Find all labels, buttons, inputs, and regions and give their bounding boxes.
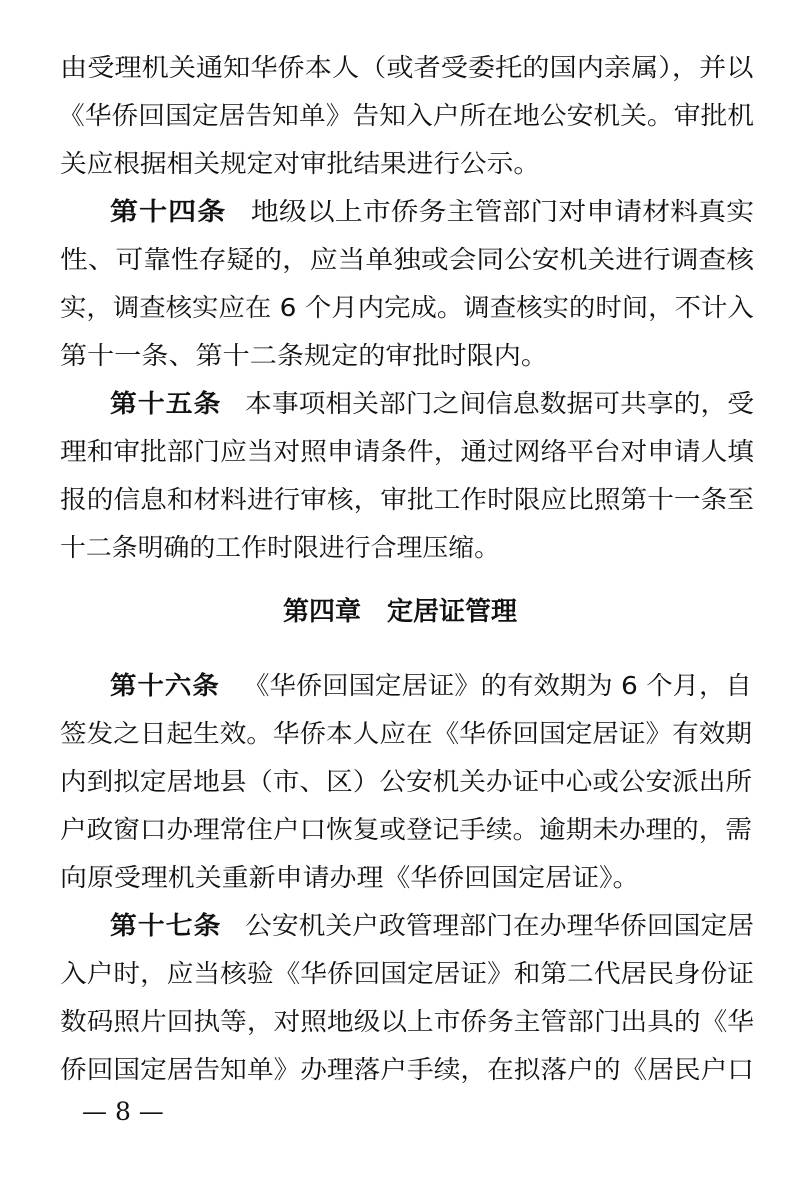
paragraph-line: 数码照片回执等，对照地级以上市侨务主管部门出具的《华	[60, 1007, 755, 1036]
paragraph-line: 由受理机关通知华侨本人（或者受委托的国内亲属），并以	[60, 53, 754, 82]
paragraph-line: 户政窗口办理常住户口恢复或登记手续。逾期未办理的，需	[60, 815, 753, 844]
article-16-label: 第十六条	[110, 671, 220, 700]
paragraph-line: 签发之日起生效。华侨本人应在《华侨回国定居证》有效期	[60, 719, 753, 748]
article-15-heading-line: 第十五条 本事项相关部门之间信息数据可共享的，受	[0, 380, 800, 428]
paragraph-line: 《华侨回国定居告知单》告知入户所在地公安机关。审批机	[58, 101, 755, 130]
article-14-heading-line: 第十四条 地级以上市侨务主管部门对申请材料真实	[0, 188, 800, 236]
page-number: — 8 —	[82, 1097, 164, 1126]
article-17-heading-line: 第十七条 公安机关户政管理部门在办理华侨回国定居	[0, 902, 800, 950]
paragraph-line: 第十一条、第十二条规定的审批时限内。	[60, 341, 549, 370]
article-14-label: 第十四条	[110, 197, 227, 226]
article-15-label: 第十五条	[110, 389, 222, 418]
paragraph-line: 报的信息和材料进行审核，审批工作时限应比照第十一条至	[60, 485, 755, 514]
paragraph-line: 内到拟定居地县（市、区）公安机关办证中心或公安派出所	[60, 767, 753, 796]
article-17-label: 第十七条	[110, 911, 222, 940]
article-16-heading-line: 第十六条 《华侨回国定居证》的有效期为 6 个月，自	[0, 662, 800, 710]
chapter-heading: 第四章 定居证管理	[282, 597, 517, 627]
paragraph-line: 性、可靠性存疑的，应当单独或会同公安机关进行调查核	[60, 245, 755, 274]
paragraph-line: 关应根据相关规定对审批结果进行公示。	[60, 149, 541, 178]
paragraph-line: 入户时，应当核验《华侨回国定居证》和第二代居民身份证	[60, 959, 755, 988]
paragraph-line: 侨回国定居告知单》办理落户手续，在拟落户的《居民户口	[60, 1055, 755, 1084]
paragraph-line: 理和审批部门应当对照申请条件，通过网络平台对申请人填	[60, 437, 755, 466]
paragraph-line: 实，调查核实应在 6 个月内完成。调查核实的时间，不计入	[60, 293, 754, 322]
paragraph-line: 向原受理机关重新申请办理《华侨回国定居证》。	[60, 863, 640, 892]
paragraph-line: 十二条明确的工作时限进行合理压缩。	[60, 533, 501, 562]
